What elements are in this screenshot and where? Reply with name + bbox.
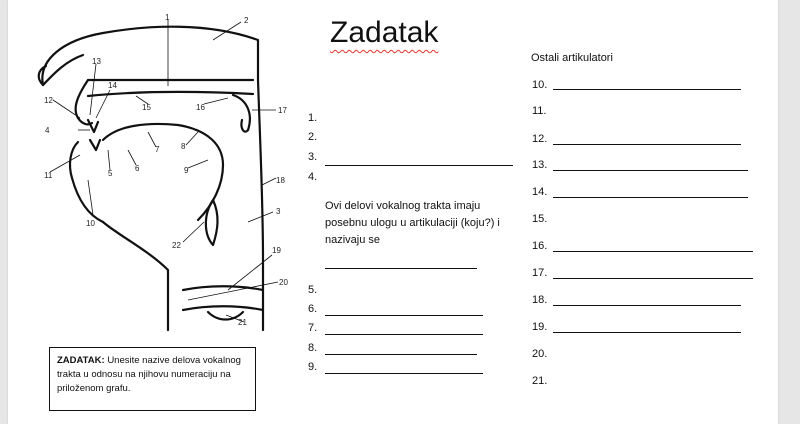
question-number-12: 12. (532, 133, 548, 145)
answer-line-6[interactable] (325, 315, 483, 316)
answer-line-12[interactable] (553, 144, 741, 145)
answer-line-8[interactable] (325, 354, 477, 355)
answer-line-19[interactable] (553, 332, 741, 333)
page-title: Zadatak (330, 16, 439, 49)
answer-line-17[interactable] (553, 278, 753, 279)
worksheet-page (8, 0, 778, 424)
question-number-1: 1. (308, 112, 318, 124)
question-number-2: 2. (308, 131, 318, 143)
right-column-heading: Ostali artikulatori (531, 52, 613, 64)
question-number-17: 17. (532, 267, 548, 279)
question-number-15: 15. (532, 213, 548, 225)
diagram-label-17: 17 (278, 106, 287, 115)
diagram-label-4: 4 (45, 126, 50, 135)
diagram-label-22: 22 (172, 241, 181, 250)
diagram-label-3: 3 (276, 207, 281, 216)
task-label: ZADATAK: (57, 355, 105, 366)
diagram-label-8: 8 (181, 142, 186, 151)
question-number-19: 19. (532, 321, 548, 333)
diagram-label-14: 14 (108, 81, 117, 90)
answer-line-category[interactable] (325, 268, 477, 269)
diagram-label-21: 21 (238, 318, 247, 327)
answer-line-14[interactable] (553, 197, 748, 198)
vocal-tract-diagram (8, 0, 308, 345)
answer-line-18[interactable] (553, 305, 741, 306)
question-number-18: 18. (532, 294, 548, 306)
question-number-16: 16. (532, 240, 548, 252)
question-number-4: 4. (308, 171, 318, 183)
question-number-13: 13. (532, 159, 548, 171)
diagram-label-12: 12 (44, 96, 53, 105)
question-number-21: 21. (532, 375, 548, 387)
question-number-8: 8. (308, 342, 318, 354)
diagram-label-16: 16 (196, 103, 205, 112)
diagram-label-15: 15 (142, 103, 151, 112)
question-number-20: 20. (532, 348, 548, 360)
answer-line-7[interactable] (325, 334, 483, 335)
question-number-7: 7. (308, 322, 318, 334)
question-number-10: 10. (532, 79, 548, 91)
diagram-label-19: 19 (272, 246, 281, 255)
task-text: Unesite nazive delova vokalnog trakta u odnosu na njihovu numeraciju na priloženom grafu. (57, 355, 241, 394)
answer-line-9[interactable] (325, 373, 483, 374)
diagram-label-20: 20 (279, 278, 288, 287)
question-number-11: 11. (532, 105, 547, 117)
instruction-paragraph: Ovi delovi vokalnog trakta imaju posebnu ulogu u artikulaciji (koju?) i nazivaju se (325, 200, 500, 246)
question-number-3: 3. (308, 151, 318, 163)
question-number-6: 6. (308, 303, 318, 315)
diagram-label-7: 7 (155, 145, 160, 154)
question-number-5: 5. (308, 284, 318, 296)
diagram-label-6: 6 (135, 164, 140, 173)
diagram-label-9: 9 (184, 166, 189, 175)
task-instructions-box (49, 347, 256, 411)
diagram-label-11: 11 (44, 171, 53, 180)
diagram-label-2: 2 (244, 16, 249, 25)
question-number-9: 9. (308, 361, 318, 373)
diagram-label-18: 18 (276, 176, 285, 185)
answer-line-3[interactable] (325, 165, 513, 166)
diagram-label-5: 5 (108, 169, 113, 178)
diagram-label-1: 1 (165, 13, 170, 22)
answer-line-10[interactable] (553, 89, 741, 90)
answer-line-13[interactable] (553, 170, 748, 171)
diagram-label-10: 10 (86, 219, 95, 228)
diagram-label-13: 13 (92, 57, 101, 66)
answer-line-16[interactable] (553, 251, 753, 252)
question-number-14: 14. (532, 186, 548, 198)
